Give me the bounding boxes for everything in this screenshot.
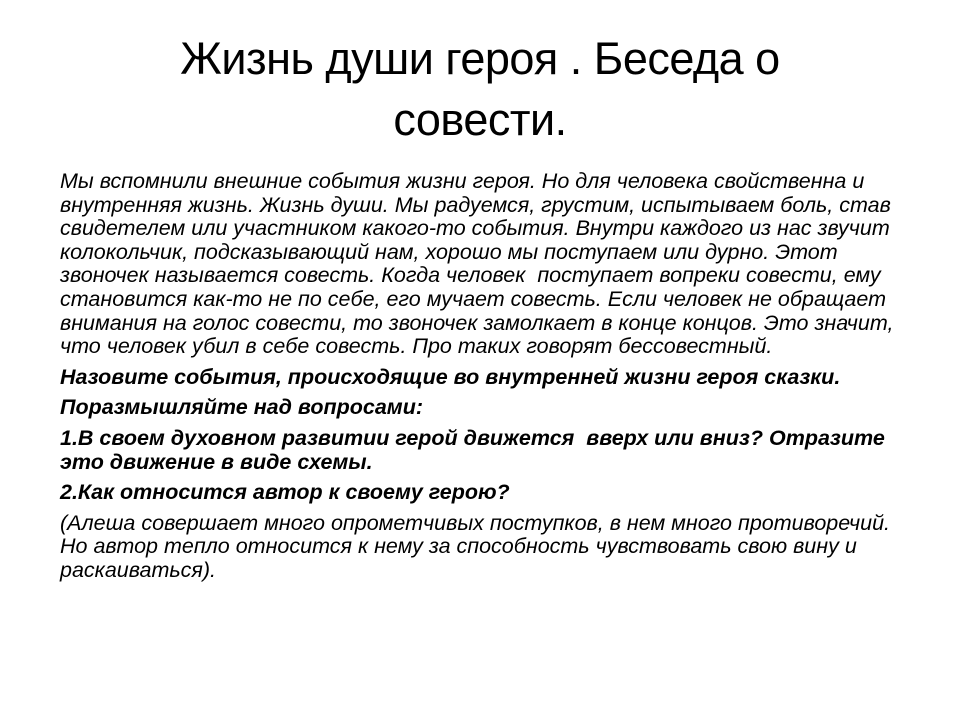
- paragraph-answer-note: (Алеша совершает много опрометчивых поступков, в нем много противоречий. Но автор тепло относится к нему за способность чувствовать свою вину и раскаиваться).: [60, 510, 897, 582]
- slide-body: [60, 170, 904, 583]
- slide-title-line-2: совести.: [393, 94, 567, 145]
- paragraph-question-2: 2.Как относится автор к своему герою?: [60, 480, 510, 505]
- paragraph-question-1: 1.В своем духовном развитии герой движется вверх или вниз? Отразите это движение в виде схемы.: [60, 425, 891, 474]
- paragraph-task-name-events: Назовите события, происходящие во внутренней жизни героя сказки.: [60, 364, 841, 389]
- paragraph-intro-conscience: Мы вспомнили внешние события жизни героя. Но для человека свойственна и внутренняя жизнь. Жизнь души. Мы радуемся, грустим, испытываем боль, став свидетелем или участником какого-то события. Внутри каждого из нас звучит колокольчик, подсказывающий нам, хорошо мы поступаем или дурно. Этот звоночек называется совесть. Когда человек поступает вопреки совести, ему становится как-то не по себе, его мучает совесть. Если человек не обращает внимания на голос совести, то звоночек замолкает в конце концов. Это значит, что человек убил в себе совесть. Про таких говорят бессовестный.: [60, 169, 900, 359]
- slide-title: [40, 28, 920, 150]
- slide-title-line-1: Жизнь души героя . Беседа о: [180, 33, 780, 84]
- paragraph-task-think-questions: Поразмышляйте над вопросами:: [60, 395, 423, 420]
